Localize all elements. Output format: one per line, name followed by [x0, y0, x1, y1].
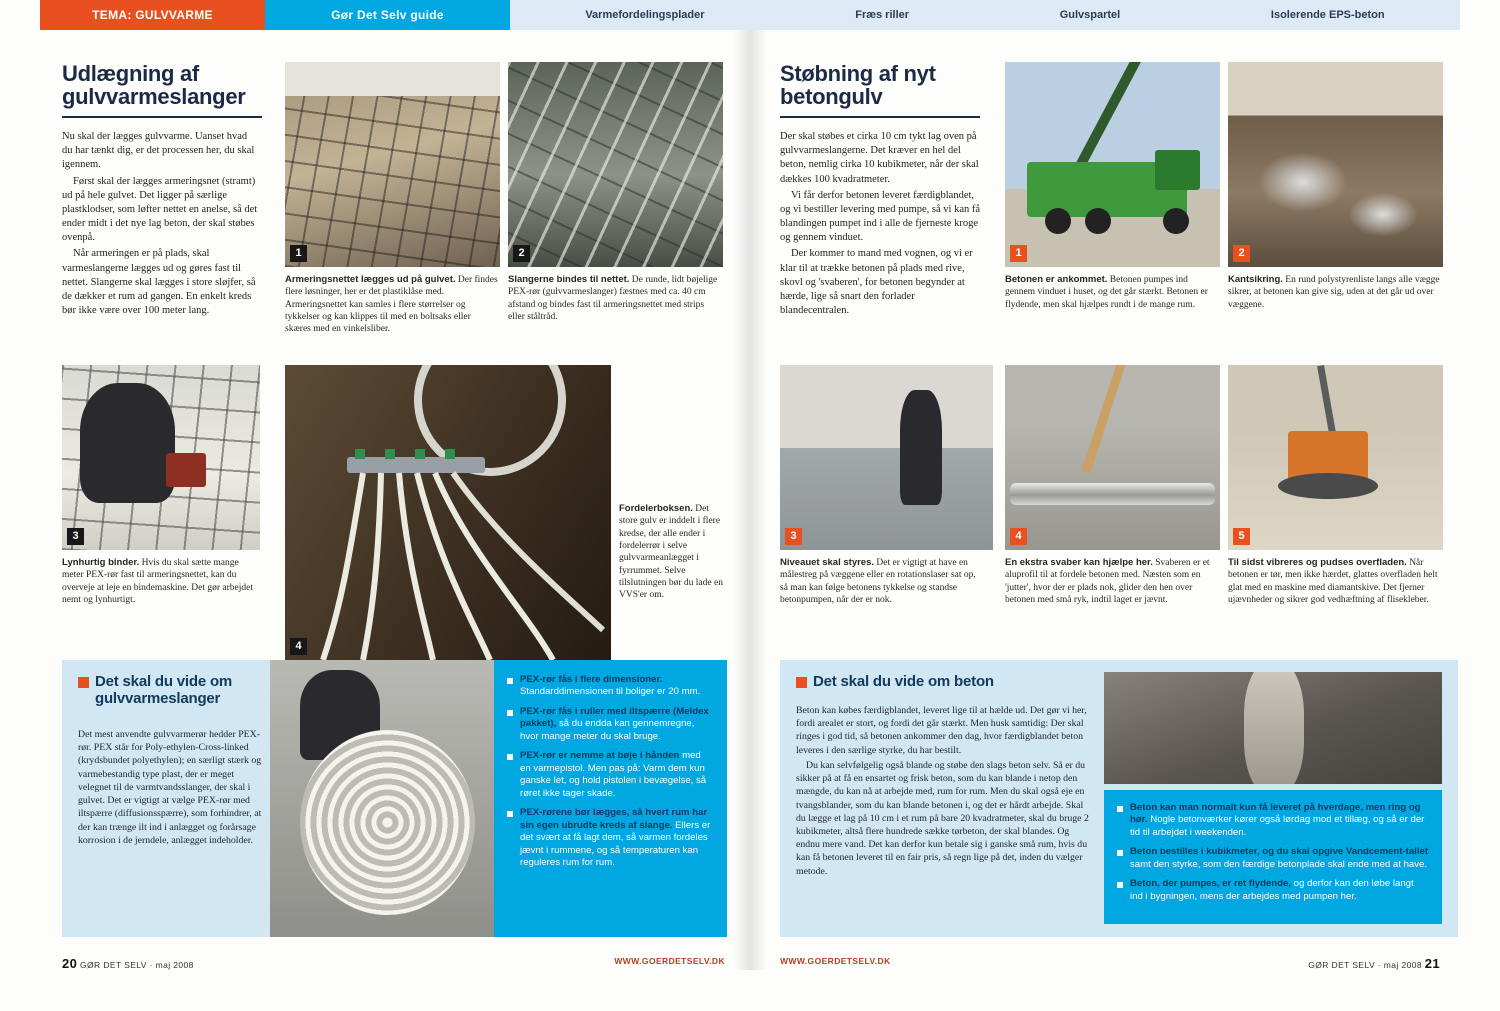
caption-text: Det er vigtigt at have en målestreg på væggene eller en rotationslaser sat op, så man kan følge betonens tykkelse og standse betonpumpen, når der er nok. [780, 558, 976, 606]
step-badge: 2 [1233, 245, 1250, 262]
infobox-body-p2: Du kan selvfølgelig også blande og støbe den slags beton selv. Så er du sikker på at få en ensartet og frisk beton, som du kan blande i netop den mængde, du kan nå at arbejde med, rum for rum. Men du skal også eje en tvangsblander, som du kan blande betonen i, og det er hårdt arbejde. Skal du lægge et lag på 10 cm i et rum på bare 20 kvadratmeter, skal du bruge 2 kubikmeter, altså flere hundrede sække tørbeton, der skal blandes. Og endnu mere vand. Det kan derfor kun betale sig i ganske små rum, hvis du kan få betonen leveret til en fair pris, så regn lige på det, inden du vælger metode. [796, 759, 1089, 877]
truck-wheel [1163, 208, 1189, 234]
tema-label: TEMA: GULVVARME [92, 8, 213, 22]
caption-text: Betonen pumpes ind gennem vinduet i huset, og det går stærkt. Betonen er flydende, men skal hjælpes rundt i de mange rum. [1005, 275, 1208, 310]
left-intro-p1: Nu skal der lægges gulvvarme. Uanset hvad du har tænkt dig, er det processen her, du skal igennem. [62, 131, 255, 171]
caption-step-4-right [1005, 557, 1218, 606]
bullet-square-icon [507, 754, 513, 760]
tema-tab [40, 0, 265, 30]
caption-step-4-left [619, 503, 727, 602]
right-intro [780, 130, 984, 318]
bullet-lead: Beton bestilles i kubikmeter, og du skal opgive Vandcement-tallet [1130, 846, 1429, 858]
step-badge: 1 [1010, 245, 1027, 262]
caption-step-3-left [62, 557, 260, 606]
bullet-text: med en varmepistol. Men pas på: Varm dem kun ganske let, og hold pistolen i bevægelse, så røret ikke tager skade. [520, 750, 707, 799]
bullet-lead: PEX-rør fås i flere dimensioner. [520, 674, 663, 685]
right-intro-p1: Der skal støbes et cirka 10 cm tykt lag oven på gulvvarmeslangerne. Det kræver en hel del beton, nemlig cirka 10 kubikmeter, når der skal dækkes 100 kvadratmeter. [780, 131, 979, 185]
photo-binder-machine [62, 365, 260, 550]
bullet-square-icon [1117, 882, 1123, 888]
nav-item-eps-beton: Isolerende EPS-beton [1270, 9, 1385, 21]
caption-text: Der findes flere løsninger, her er det plastiklåse med. Armeringsnettet kan samles i flere størrelser og tykkelser og kan klippes til med en boltsaks eller skæres med en vinkelsliber. [285, 275, 498, 335]
wet-reflection [1348, 192, 1418, 237]
right-intro-p3: Der kommer to mand med vognen, og vi er klar til at trække betonen på plads med rive, skovl og 'svaberen', for betonen begynder at hærde, lige så snart den forlader blandecentralen. [780, 248, 973, 317]
infobox-title: Det skal du vide om beton [813, 673, 994, 690]
caption-step-1-left [285, 274, 498, 336]
nav-item-fraesriller: Fræs riller [855, 9, 910, 21]
bullet-square-icon [507, 811, 513, 817]
infobox-body [796, 704, 1092, 878]
bullet-item [507, 750, 714, 800]
manifold-illustration [285, 365, 611, 660]
nav-items [510, 0, 1460, 30]
orange-square-icon [796, 677, 807, 688]
step-badge: 5 [1233, 528, 1250, 545]
photo-pipes-tied [508, 62, 723, 267]
screed-handle [1082, 365, 1128, 473]
footer-right [1230, 956, 1440, 971]
caption-step-1-right [1005, 274, 1218, 311]
step-badge: 1 [290, 245, 307, 262]
footer-site-left: WWW.GOERDETSELV.DK [614, 956, 725, 966]
bullet-lead: PEX-rør er nemme at bøje i hånden [520, 750, 680, 762]
page-number-left: 20 [62, 956, 78, 971]
bullet-item [507, 706, 714, 743]
infobox-body-p1: Beton kan købes færdigblandet, leveret lige til at hælde ud. Det gør vi her, fordi arealet er stort, og fordi det går stærkt. Men husk samtidig: Der skal ringes i god tid, så betonen ankommer den dag, hvor færdigblandet beton leveres i den særlige styrke, du har bestilt. [796, 705, 1087, 756]
bullet-text: så du endda kan gennemregne, hvor mange meter du skal bruge. [520, 718, 695, 742]
caption-text: En rund polystyrenliste langs alle vægge sikrer, at betonen kan give sig, uden at det går ud over væggene. [1228, 275, 1440, 310]
caption-lead: Niveauet skal styres. [780, 557, 875, 568]
nav-item-varmefordelingsplader: Varmefordelingsplader [585, 9, 705, 21]
caption-text: Svaberen er et aluprofil til at fordele betonen med. Næsten som en 'jutter', hvor der er plads nok, glider den hen over betonen med små ryk, indtil laget er jævnt. [1005, 558, 1210, 606]
caption-text: De runde, lidt bøjelige PEX-rør (gulvvarmeslanger) fæstnes med ca. 40 cm afstand og bindes fast til armeringsnettet med strips eller ståltråd. [508, 275, 718, 323]
photo-wall-area [285, 62, 500, 96]
infobox-bullet-panel [494, 660, 727, 937]
caption-text: Det store gulv er inddelt i flere kredse, der alle ender i fordelerrør i selve gulvvarmeanlægget i fyrrummet. Selve tilslutningen bør du lade en VVS'er om. [619, 504, 723, 601]
pipe-coil-rings [300, 730, 475, 915]
bullet-item [1117, 878, 1429, 903]
wet-reflection [1258, 152, 1348, 212]
left-intro [62, 130, 260, 318]
step-badge: 4 [1010, 528, 1027, 545]
page-number-right: 21 [1424, 956, 1440, 971]
pump-boom [1071, 62, 1141, 177]
bullet-item [507, 674, 714, 699]
left-title-rule [62, 116, 262, 118]
photo-power-trowel [1228, 365, 1443, 550]
step-badge: 3 [67, 528, 84, 545]
caption-lead: Lynhurtig binder. [62, 557, 140, 568]
worker-figure [80, 383, 175, 503]
page-gutter [733, 30, 767, 970]
photo-pipe-coil [270, 660, 494, 937]
left-intro-p2: Først skal der lægges armeringsnet (stramt) ud på hele gulvet. Det ligger på særlige plastklodser, som løfter nettet en anelse, så det ender midt i det nye lag beton, der skal støbes ovenpå. [62, 175, 258, 244]
truck-cab [1155, 150, 1200, 190]
caption-lead: Fordelerboksen. [619, 503, 693, 514]
footer-left [62, 956, 194, 971]
infobox-title-row [78, 674, 278, 708]
step-badge: 3 [785, 528, 802, 545]
infobox-bullet-panel [1104, 790, 1442, 924]
bullet-square-icon [507, 678, 513, 684]
infobox-gulvvarmeslanger [62, 660, 727, 937]
caption-step-2-right [1228, 274, 1441, 311]
magazine-name-right: GØR DET SELV · maj 2008 [1308, 960, 1422, 970]
caption-lead: Armeringsnettet lægges ud på gulvet. [285, 274, 456, 285]
infobox-body-text: Det mest anvendte gulvvarmerør hedder PEX-rør. PEX står for Poly-ethylen-Cross-linked (krydsbundet polyethylen); en særligt stærk og varmebestandig type plast, der er meget velegnet til de varmtvandsslanger, der skal i gulvet. Det er vigtigt at vælge PEX-rør med iltspærre (diffusionsspærre), som forhindrer, at der kan trænge ilt ind i anlægget og forårsage korrosion i de jerndele, anlægget indeholder. [78, 729, 262, 846]
caption-step-3-right [780, 557, 986, 606]
bullet-lead: PEX-rør fås i ruller med iltspærre (Meldex pakket), [520, 705, 709, 730]
bullet-lead: Beton kan man normalt kun få leveret på hverdage, men ring og hør. [1130, 802, 1421, 826]
infobox-title: Det skal du vide om gulvvarmeslanger [95, 673, 233, 707]
caption-lead: Kantsikring. [1228, 274, 1283, 285]
bullet-text: Nogle betonværker kører også lørdag mod et tillæg, og så er der tid til arbejdet i weekenden. [1130, 814, 1425, 838]
screed-bar [1010, 483, 1215, 505]
bullet-item [1117, 802, 1429, 839]
bullet-text: Ellers er det svært at få lagt dem, så varmen fordeles jævnt i rummene, og så temperaturen kan reguleres rum for rum. [520, 819, 711, 869]
bullet-item [507, 807, 714, 869]
bullet-item [1117, 846, 1429, 871]
photo-mesh-laid-out [285, 62, 500, 267]
bullet-square-icon [507, 710, 513, 716]
infobox-beton [780, 660, 1458, 937]
caption-text: Når betonen er tør, men ikke hærdet, glattes overfladen helt glat med en maskine med diamantskive. Det fjerner ujævnheder og sikrer god vedhæftning af flisekleber. [1228, 558, 1438, 606]
photo-spreading-concrete [780, 365, 993, 550]
infobox-body [78, 728, 266, 847]
photo-screed-bar [1005, 365, 1220, 550]
photo-wet-concrete-room [1228, 62, 1443, 267]
binder-tool [166, 453, 206, 487]
photo-concrete-closeup [1104, 672, 1442, 784]
caption-step-5-right [1228, 557, 1441, 606]
magazine-name-left: GØR DET SELV · maj 2008 [80, 960, 194, 970]
truck-wheel [1045, 208, 1071, 234]
step-badge: 4 [290, 638, 307, 655]
bullet-text: Standarddimensionen til boliger er 20 mm. [520, 686, 701, 698]
photo-manifold [285, 365, 611, 660]
left-page-title: Udlægning af gulvvarmeslanger [62, 61, 246, 110]
worker-figure [900, 390, 942, 505]
bullet-lead: Beton, der pumpes, er ret flydende, [1130, 878, 1291, 890]
footer-site-right: WWW.GOERDETSELV.DK [780, 956, 891, 966]
right-title-rule [780, 116, 980, 118]
orange-square-icon [78, 677, 89, 688]
bullet-lead: PEX-rørene bør lægges, så hvert rum har sin egen ubrudte kreds af slange. [520, 807, 708, 831]
caption-lead: Betonen er ankommet. [1005, 274, 1108, 285]
caption-lead: Til sidst vibreres og pudses overfladen. [1228, 557, 1407, 568]
caption-step-2-left [508, 274, 721, 323]
right-page-title: Støbning af nyt betongulv [780, 61, 936, 110]
bullet-text: og derfor kan den løbe langt ind i bygningen, mens der arbejdes med pumpen her. [1130, 878, 1414, 902]
top-nav-bar [40, 0, 1460, 30]
caption-lead: En ekstra svaber kan hjælpe her. [1005, 557, 1153, 568]
concrete-stream [1244, 672, 1304, 784]
guide-label: Gør Det Selv guide [331, 8, 444, 22]
step-badge: 2 [513, 245, 530, 262]
nav-item-gulvspartel: Gulvspartel [1059, 9, 1121, 21]
infobox-title-row [796, 674, 1096, 691]
bullet-square-icon [1117, 850, 1123, 856]
left-intro-p3: Når armeringen er på plads, skal varmeslangerne lægges ud og gøres fast til nettet. Slangerne skal lægges i store sløjfer, så de dækker et rum ad gangen. En enkelt kreds bør ikke være over 100 meter lang. [62, 248, 256, 317]
guide-tab [265, 0, 510, 30]
photo-concrete-pump-truck [1005, 62, 1220, 267]
right-intro-p2: Vi får derfor betonen leveret færdigblandet, og vi bestiller levering med pumpe, så vi kan få blandingen pumpet ind i alle de fjerneste kroge og gennem vinduet. [780, 189, 981, 244]
bullet-square-icon [1117, 806, 1123, 812]
bullet-text: samt den styrke, som den færdige betonplade skal ende med at have. [1130, 858, 1428, 870]
caption-lead: Slangerne bindes til nettet. [508, 274, 630, 285]
trowel-base [1278, 473, 1378, 499]
caption-text: Hvis du skal sætte mange meter PEX-rør fast til armeringsnettet, kan du overveje at leje en bindemaskine. Det gør arbejdet nemt og lynhurtigt. [62, 558, 253, 606]
truck-wheel [1085, 208, 1111, 234]
